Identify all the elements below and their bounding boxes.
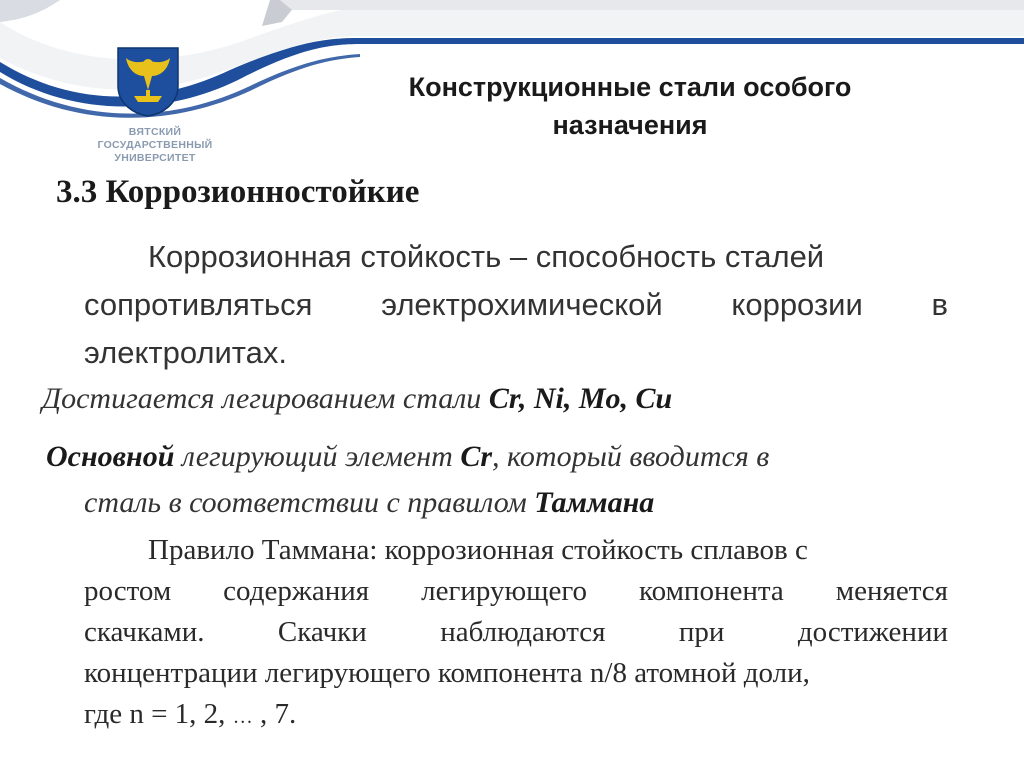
word: наблюдаются — [440, 616, 606, 648]
tamman-rule-paragraph — [84, 530, 948, 738]
word: содержания — [223, 575, 370, 607]
paragraph-line: Правило Таммана: коррозионная стойкость сплавов с — [148, 534, 808, 566]
slide-title-line: назначения — [552, 110, 708, 140]
word: меняется — [835, 575, 948, 607]
note-text: , который вводится в — [492, 440, 770, 473]
slide-title-line: Конструкционные стали особого — [408, 72, 852, 102]
paragraph-line — [84, 281, 948, 329]
paragraph-line: электролитах. — [84, 335, 287, 370]
paragraph-line — [84, 612, 948, 653]
word: Скачки — [277, 616, 367, 648]
formula-text: где n = 1, 2, — [84, 698, 233, 730]
paragraph-line: концентрации легирующего компонента n/8 атомной доли, — [84, 657, 810, 689]
paragraph-line: Коррозионная стойкость – способность сталей — [148, 239, 825, 274]
alloying-note — [42, 382, 672, 416]
ellipsis: … — [232, 706, 253, 728]
word: в — [931, 287, 948, 322]
note-bold: Основной — [46, 440, 175, 473]
university-name-line: УНИВЕРСИТЕТ — [114, 152, 196, 164]
note-text: сталь в соответствии с правилом — [84, 486, 535, 519]
word: коррозии — [731, 287, 863, 322]
university-shield-logo — [112, 46, 184, 118]
formula-text: , 7. — [252, 698, 297, 730]
note-line — [46, 480, 769, 526]
note-text: Достигается легированием стали — [42, 382, 489, 415]
paragraph-line — [84, 571, 948, 612]
word: ростом — [84, 575, 172, 607]
word: электрохимической — [381, 287, 663, 322]
main-element-note — [46, 434, 769, 526]
word: компонента — [639, 575, 784, 607]
note-text: легирующий элемент — [174, 440, 461, 473]
university-name-line: ВЯТСКИЙ — [128, 126, 182, 138]
word: достижении — [797, 616, 948, 648]
alloying-elements: Cr, Ni, Mo, Cu — [488, 382, 673, 415]
paragraph-line — [84, 694, 948, 738]
section-heading: 3.3 Коррозионностойкие — [56, 174, 420, 210]
definition-paragraph — [84, 233, 948, 377]
slide-title — [320, 68, 940, 144]
note-line — [46, 434, 769, 480]
note-bold: Cr — [460, 440, 493, 473]
university-name — [80, 126, 230, 165]
note-bold: Таммана — [534, 486, 655, 519]
word: легирующего — [421, 575, 588, 607]
word: скачками. — [84, 616, 205, 648]
university-name-line: ГОСУДАРСТВЕННЫЙ — [97, 139, 213, 151]
word: сопротивляться — [84, 287, 313, 322]
word: при — [678, 616, 725, 648]
